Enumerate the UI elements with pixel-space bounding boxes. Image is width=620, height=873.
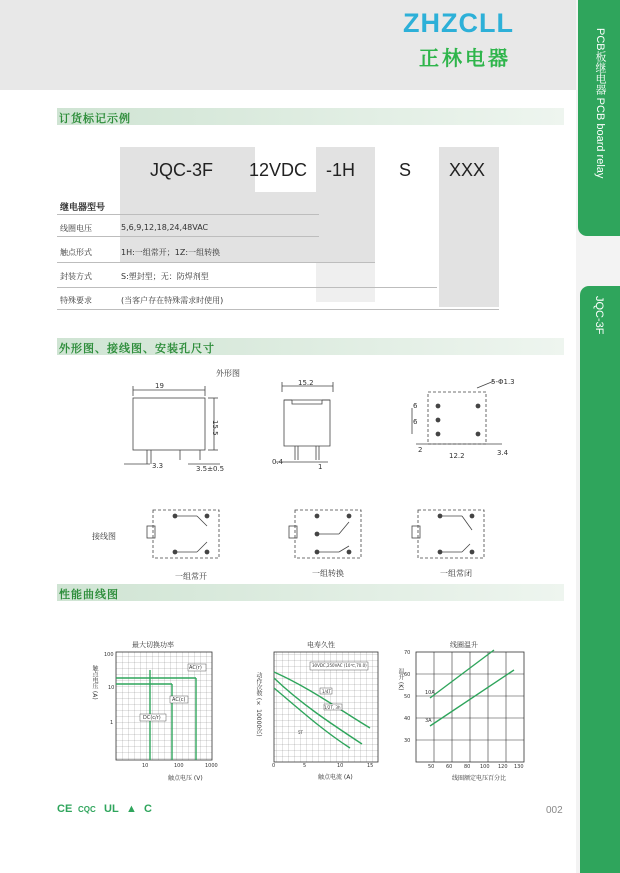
chart2-annot: 1/4T: [322, 689, 331, 694]
chart3-xtick: 120: [498, 764, 508, 770]
chart1-ytick: 1: [110, 720, 114, 726]
chart3-annot-3a: 3A: [425, 718, 432, 724]
chart2-title: 电寿久性: [307, 641, 335, 649]
chart1-annot-acr: AC(r): [189, 665, 202, 671]
curves-section-bar: [57, 584, 564, 601]
chart2-xtick: 10: [337, 763, 344, 769]
dim-19: 19: [155, 382, 164, 390]
code-special: XXX: [449, 160, 486, 180]
ul-mark-icon: UL: [104, 803, 119, 815]
curves-section-title: 性能曲线图: [59, 588, 119, 601]
wiring-label: 接线图: [92, 532, 116, 541]
dim-3-5: 3.5±0.5: [196, 465, 225, 473]
dim-0-4: 0.4: [272, 458, 284, 466]
chart2-note: 30VDC,250VAC (10℃,70.0): [312, 663, 367, 668]
code-model: JQC-3F: [150, 160, 213, 180]
code-seal: S: [399, 160, 412, 180]
dim-12-2: 12.2: [449, 452, 465, 460]
dim-holes: 5-Φ1.3: [491, 378, 515, 386]
chart2-xlabel: 触点电流 (A): [318, 774, 353, 781]
outline-side-view: [110, 378, 240, 478]
wiring-diagram-no: [145, 506, 225, 566]
dim-6a: 6: [413, 402, 418, 410]
chart3-annot-10a: 10A: [425, 690, 435, 696]
chart2-xtick: 5: [303, 763, 307, 769]
side-tab-category[interactable]: [578, 0, 620, 236]
row-value-packaging: S:塑封型；无：防焊剂型: [121, 272, 209, 281]
code-contact: -1H: [326, 160, 356, 180]
chart1-ylabel: 触点电压 (A): [91, 665, 98, 700]
chart1-ytick: 100: [104, 652, 114, 658]
dim-15-5: 15.5: [211, 420, 219, 436]
table-divider: [57, 214, 319, 215]
chart1-xtick: 10: [142, 763, 149, 769]
dimensions-section-title: 外形图、接线图、安装孔尺寸: [59, 342, 215, 355]
chart2-annot: 5T: [298, 730, 303, 735]
row-value-contact-form: 1H:一组常开；1Z:一组转换: [121, 248, 221, 257]
chart1-xlabel: 触点电压 (V): [168, 775, 203, 782]
row-label-contact-form: 触点形式: [60, 248, 92, 257]
chart2-annot: 1/2T, 3h: [324, 705, 341, 710]
table-divider: [57, 309, 499, 310]
chart1-title: 最大切换功率: [132, 641, 174, 649]
chart3-xtick: 80: [464, 764, 471, 770]
side-tab-model[interactable]: [580, 286, 620, 873]
side-tab-model-label: JQC-3F: [593, 296, 605, 335]
dim-3-3: 3.3: [152, 462, 164, 470]
dim-6b: 6: [413, 418, 418, 426]
chart3-xlabel: 线圈额定电压百分比: [452, 775, 507, 782]
chart3-xtick: 60: [446, 764, 453, 770]
row-label-special: 特殊要求: [60, 296, 92, 305]
ce-mark-icon: CE: [57, 803, 73, 815]
ordering-section-bar: [57, 108, 564, 125]
c-mark-icon: C: [144, 803, 152, 815]
chart3-ytick: 70: [404, 650, 411, 656]
side-tab-category-label: PCB板继电器 PCB board relay: [594, 28, 606, 179]
chart3-xtick: 130: [514, 764, 524, 770]
dim-1: 1: [318, 463, 323, 471]
row-value-coil-voltage: 5,6,9,12,18,24,48VAC: [121, 223, 209, 232]
chart3-title: 线圈温升: [450, 641, 478, 649]
chart1-plot: [110, 650, 220, 770]
chart3-ytick: 50: [404, 694, 411, 700]
chart1-xtick: 100: [174, 763, 184, 769]
row-label-packaging: 封装方式: [60, 272, 92, 281]
code-voltage: 12VDC: [249, 160, 308, 180]
brand-logo-cn: 正林电器: [419, 46, 511, 70]
chart3-xtick: 100: [480, 764, 490, 770]
chart3-ytick: 60: [404, 672, 411, 678]
wiring-caption-no: 一组常开: [175, 572, 207, 581]
wiring-caption-changeover: 一组转换: [312, 569, 344, 578]
row-value-special: (当客户存在特殊需求时使用): [121, 296, 224, 305]
chart3-ylabel: 温升 (K): [397, 668, 404, 691]
chart1-annot-acc: AC(c): [172, 697, 186, 703]
chart2-xtick: 0: [272, 763, 276, 769]
outline-label: 外形图: [216, 369, 240, 378]
chart3-ytick: 30: [404, 738, 411, 744]
wiring-diagram-changeover: [287, 506, 367, 566]
brand-logo-en: ZHZCLL: [403, 8, 514, 38]
chart1-xtick: 1000: [205, 763, 218, 769]
chart3-plot: [410, 648, 530, 768]
chart2-ylabel: 动作次数 (× 10000次): [255, 672, 262, 737]
table-divider: [57, 262, 375, 263]
chart1-annot-dc: DC(c/r): [143, 715, 161, 721]
table-divider: [57, 287, 437, 288]
chart3-ytick: 40: [404, 716, 411, 722]
dim-3-4: 3.4: [497, 449, 509, 457]
chart2-xtick: 15: [367, 763, 374, 769]
page-number: 002: [546, 805, 563, 816]
chart1-ytick: 10: [108, 685, 115, 691]
dim-2: 2: [418, 446, 423, 454]
chart3-xtick: 50: [428, 764, 435, 770]
model-label: 继电器型号: [60, 203, 106, 213]
row-label-coil-voltage: 线圈电压: [60, 224, 92, 233]
wiring-caption-nc: 一组常闭: [440, 569, 472, 578]
dim-15-2: 15.2: [298, 379, 314, 387]
table-divider: [57, 236, 319, 237]
warning-mark-icon: ▲: [126, 803, 137, 815]
wiring-diagram-nc: [410, 506, 490, 566]
ordering-section-title: 订货标记示例: [59, 112, 131, 125]
cqc-mark-icon: CQC: [78, 805, 96, 814]
